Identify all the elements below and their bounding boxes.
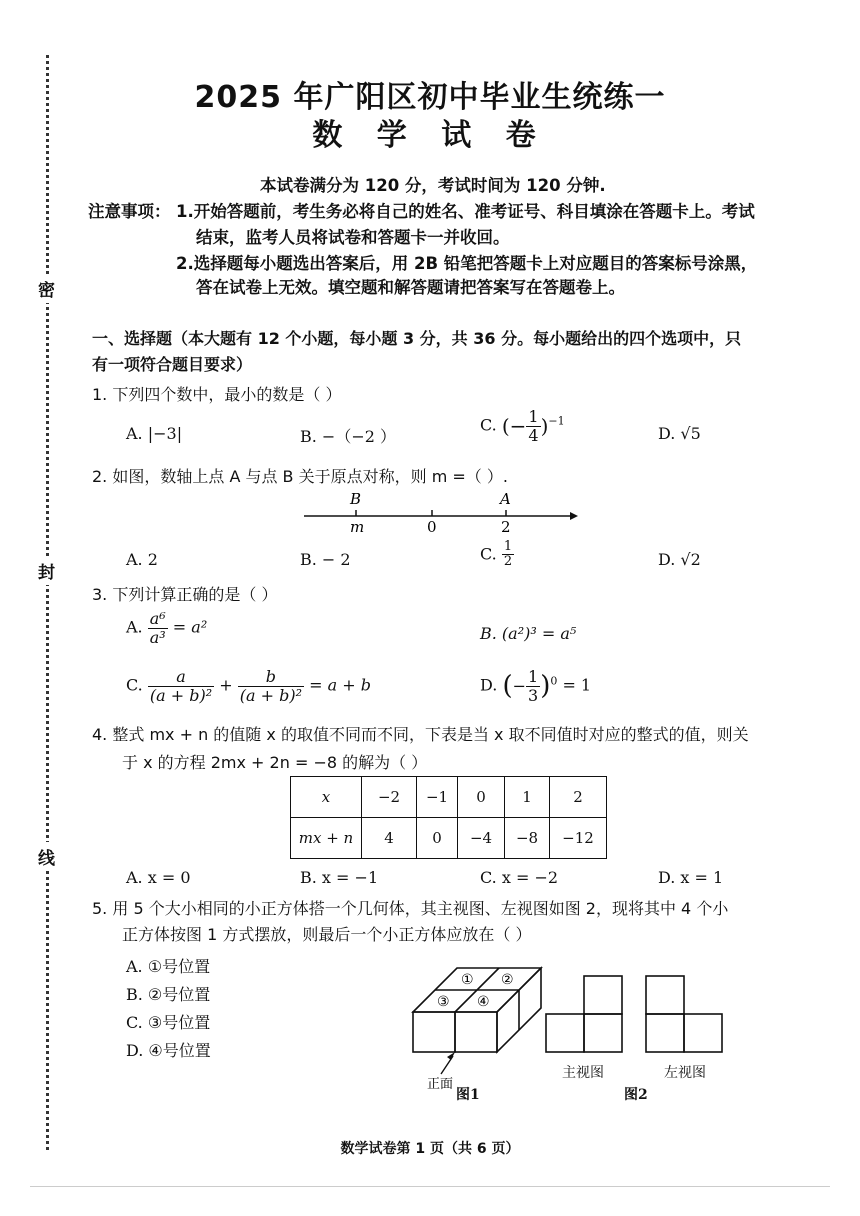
value-table	[290, 776, 607, 859]
table-cell: x	[291, 777, 362, 818]
seal-char-mi: 密	[38, 274, 55, 303]
seal-char-feng: 封	[38, 556, 55, 585]
exam-info: 本试卷满分为 120 分，考试时间为 120 分钟.	[260, 176, 606, 195]
notice-2a: 2.选择题每小题选出答案后，用 2B 铅笔把答题卡上对应题目的答案标号涂黑，	[176, 254, 758, 273]
table-row	[291, 777, 607, 818]
q2-option-d: D. √2	[658, 550, 701, 569]
q1-option-c: C. (− $\frac{1}{4}$ )$^{-1}$	[480, 407, 565, 445]
page-footer: 数学试卷第 1 页（共 6 页）	[340, 1141, 520, 1157]
section-heading-1: 一、选择题（本大题有 12 个小题，每小题 3 分，共 36 分。每小题给出的四个选项中，只	[92, 329, 742, 348]
q5-stem-line1: 5. 用 5 个大小相同的小正方体搭一个几何体，其主视图、左视图如图 2，现将其中 4 个小	[92, 899, 729, 918]
left-view-label: 左视图	[664, 1065, 706, 1081]
q4-option-a: A. x = 0	[126, 868, 191, 887]
q2-option-b: B. − 2	[300, 550, 351, 569]
q4-stem-line2: 于 x 的方程 2mx + 2n = −8 的解为（ ）	[122, 753, 428, 772]
q4-option-b: B. x = −1	[300, 868, 379, 887]
notice-1a: 1.开始答题前，考生务必将自己的姓名、准考证号、科目填涂在答题卡上。考试	[176, 202, 755, 221]
table-cell: 2	[550, 777, 607, 818]
table-cell: −1	[417, 777, 458, 818]
table-cell: −4	[458, 818, 505, 859]
seal-char-xian: 线	[38, 842, 55, 871]
q5-stem-line2: 正方体按图 1 方式摆放，则最后一个小正方体应放在（ ）	[122, 925, 532, 944]
q5-option-c: C. ③号位置	[126, 1013, 211, 1032]
notice-2b: 答在试卷上无效。填空题和解答题请把答案写在答题卷上。	[196, 278, 625, 297]
table-cell: 0	[417, 818, 458, 859]
figure-1-caption: 图1	[456, 1087, 480, 1103]
table-cell: 1	[505, 777, 550, 818]
table-row	[291, 818, 607, 859]
position-4-label: ④	[477, 994, 490, 1010]
bottom-divider	[30, 1186, 830, 1187]
q1-option-a: A. |−3|	[126, 424, 183, 443]
exam-subject: 数 学 试 卷	[312, 118, 548, 153]
point-a-label: A	[500, 490, 511, 508]
figure-2-views	[540, 968, 740, 1058]
table-cell: 0	[458, 777, 505, 818]
q4-stem-line1: 4. 整式 mx + n 的值随 x 的取值不同而不同，下表是当 x 取不同值时对应的整式的值，则关	[92, 725, 749, 744]
binding-dotted-line	[46, 55, 49, 1150]
q3-option-b: B. (a²)³ = a⁵	[480, 624, 577, 643]
figure-2-caption: 图2	[624, 1087, 648, 1103]
q3-option-a: A. $\frac{\text{a⁶}}{\text{a³}}$ = a²	[126, 609, 208, 647]
exam-title: 2025 年广阳区初中毕业生统练一	[194, 80, 666, 115]
q3-option-c: C. $\frac{a}{\text{(a + b)²}}$ + $\frac{b}{\text{(a + b)²}}$ = a + b	[126, 667, 371, 705]
q5-option-b: B. ②号位置	[126, 985, 211, 1004]
point-2-label: 2	[501, 518, 511, 536]
position-3-label: ③	[437, 994, 450, 1010]
section-heading-2: 有一项符合题目要求）	[92, 355, 253, 374]
table-cell: 4	[362, 818, 417, 859]
number-line-figure	[300, 486, 580, 536]
q2-option-a: A. 2	[126, 550, 158, 569]
table-cell: −2	[362, 777, 417, 818]
q2-stem: 2. 如图，数轴上点 A 与点 B 关于原点对称，则 m =（ ）.	[92, 467, 508, 486]
position-2-label: ②	[501, 972, 514, 988]
q4-option-d: D. x = 1	[658, 868, 724, 887]
q1-stem: 1. 下列四个数中，最小的数是（ ）	[92, 385, 342, 404]
q4-option-c: C. x = −2	[480, 868, 559, 887]
q3-stem: 3. 下列计算正确的是（ ）	[92, 585, 278, 604]
q5-option-d: D. ④号位置	[126, 1041, 211, 1060]
q5-option-a: A. ①号位置	[126, 957, 211, 976]
table-cell: −8	[505, 818, 550, 859]
notice-label: 注意事项：	[88, 202, 171, 221]
notice-1b: 结束，监考人员将试卷和答题卡一并收回。	[196, 228, 510, 247]
table-cell: −12	[550, 818, 607, 859]
q1-option-d: D. √5	[658, 424, 701, 443]
main-view-label: 主视图	[562, 1065, 604, 1081]
position-1-label: ①	[461, 972, 474, 988]
front-label: 正面	[427, 1077, 454, 1092]
q1-option-b: B. −（−2 ）	[300, 427, 397, 446]
point-m-label: m	[350, 518, 365, 536]
point-b-label: B	[350, 490, 362, 508]
table-cell: mx + n	[291, 818, 362, 859]
q2-option-c: C. $\frac{1}{2}$	[480, 539, 513, 570]
q3-option-d: D. (− $\frac{1}{3}$ )$^0$ = 1	[480, 667, 592, 705]
origin-label: 0	[427, 518, 437, 536]
